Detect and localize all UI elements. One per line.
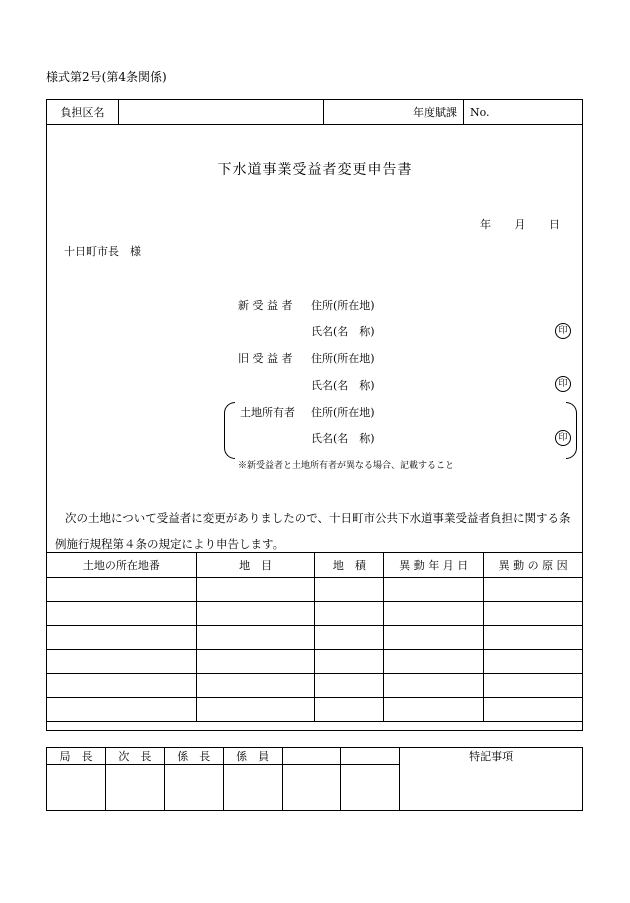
seal-icon: 印	[555, 376, 571, 392]
director-label: 局 長	[47, 748, 106, 765]
old-beneficiary-label: 旧 受 益 者	[238, 352, 293, 365]
new-beneficiary-label: 新 受 益 者	[238, 299, 293, 312]
new-beneficiary-address-label[interactable]: 住所(所在地)	[311, 299, 375, 312]
table-cell[interactable]	[47, 650, 197, 674]
deputy-stamp-box[interactable]	[105, 765, 164, 811]
table-cell[interactable]	[47, 626, 197, 650]
table-cell[interactable]	[315, 602, 384, 626]
landowner-note: ※新受益者と土地所有者が異なる場合、記載すること	[238, 461, 455, 471]
blank-header	[341, 748, 400, 765]
table-cell[interactable]	[384, 650, 484, 674]
form-number-label: 様式第2号(第4条関係)	[46, 70, 167, 84]
table-cell[interactable]	[196, 650, 315, 674]
new-beneficiary-name-label[interactable]: 氏名(名 称)	[311, 325, 375, 338]
table-cell[interactable]	[196, 602, 315, 626]
table-cell[interactable]	[47, 674, 197, 698]
table-cell[interactable]	[315, 578, 384, 602]
table-row	[47, 578, 583, 602]
col-header-land-category: 地 目	[196, 553, 315, 578]
chief-label: 係 長	[164, 748, 223, 765]
staff-stamp-box[interactable]	[223, 765, 282, 811]
header-row	[46, 99, 583, 125]
bracket-left	[224, 402, 235, 459]
burden-area-field[interactable]	[119, 100, 324, 124]
table-row	[47, 674, 583, 698]
seal-icon: 印	[555, 430, 571, 446]
table-cell[interactable]	[484, 674, 583, 698]
table-cell[interactable]	[196, 578, 315, 602]
table-cell[interactable]	[47, 578, 197, 602]
document-title: 下水道事業受益者変更申告書	[217, 162, 413, 178]
land-table	[46, 552, 583, 722]
table-cell[interactable]	[315, 674, 384, 698]
table-row	[47, 626, 583, 650]
date-line[interactable]: 年 月 日	[480, 218, 560, 231]
table-cell[interactable]	[196, 674, 315, 698]
deputy-label: 次 長	[105, 748, 164, 765]
staff-label: 係 員	[223, 748, 282, 765]
table-cell[interactable]	[315, 698, 384, 722]
director-stamp-box[interactable]	[47, 765, 106, 811]
landowner-name-label[interactable]: 氏名(名 称)	[311, 432, 375, 445]
remarks-field[interactable]	[400, 748, 583, 811]
table-row	[47, 602, 583, 626]
table-cell[interactable]	[315, 650, 384, 674]
burden-area-label: 負担区名	[47, 100, 119, 124]
declaration-text: 次の土地について受益者に変更がありましたので、十日町市公共下水道事業受益者負担に関する条例施行規程第４条の規定により申告します。	[55, 511, 571, 551]
table-cell[interactable]	[47, 698, 197, 722]
table-cell[interactable]	[484, 650, 583, 674]
table-cell[interactable]	[384, 674, 484, 698]
blank-header	[282, 748, 341, 765]
addressee: 十日町市長 様	[64, 245, 141, 258]
table-cell[interactable]	[484, 698, 583, 722]
number-field[interactable]: No.	[470, 105, 490, 119]
table-cell[interactable]	[315, 626, 384, 650]
col-header-change-date: 異 動 年 月 日	[384, 553, 484, 578]
table-cell[interactable]	[47, 602, 197, 626]
old-beneficiary-address-label[interactable]: 住所(所在地)	[311, 352, 375, 365]
stamp-box[interactable]	[341, 765, 400, 811]
stamp-box[interactable]	[282, 765, 341, 811]
table-row	[47, 698, 583, 722]
remarks-label: 特記事項	[469, 750, 514, 763]
col-header-area: 地 積	[315, 553, 384, 578]
table-cell[interactable]	[384, 578, 484, 602]
fiscal-year-label: 年度賦課	[324, 100, 464, 124]
approval-table	[46, 747, 583, 811]
table-cell[interactable]	[196, 698, 315, 722]
landowner-address-label[interactable]: 住所(所在地)	[311, 406, 375, 419]
table-cell[interactable]	[384, 602, 484, 626]
chief-stamp-box[interactable]	[164, 765, 223, 811]
table-cell[interactable]	[484, 626, 583, 650]
table-row	[47, 650, 583, 674]
table-cell[interactable]	[384, 626, 484, 650]
table-cell[interactable]	[196, 626, 315, 650]
table-cell[interactable]	[484, 578, 583, 602]
col-header-location: 土地の所在地番	[47, 553, 197, 578]
landowner-label: 土地所有者	[240, 406, 295, 419]
table-cell[interactable]	[484, 602, 583, 626]
seal-icon: 印	[555, 323, 571, 339]
col-header-change-reason: 異 動 の 原 因	[484, 553, 583, 578]
old-beneficiary-name-label[interactable]: 氏名(名 称)	[311, 379, 375, 392]
table-cell[interactable]	[384, 698, 484, 722]
